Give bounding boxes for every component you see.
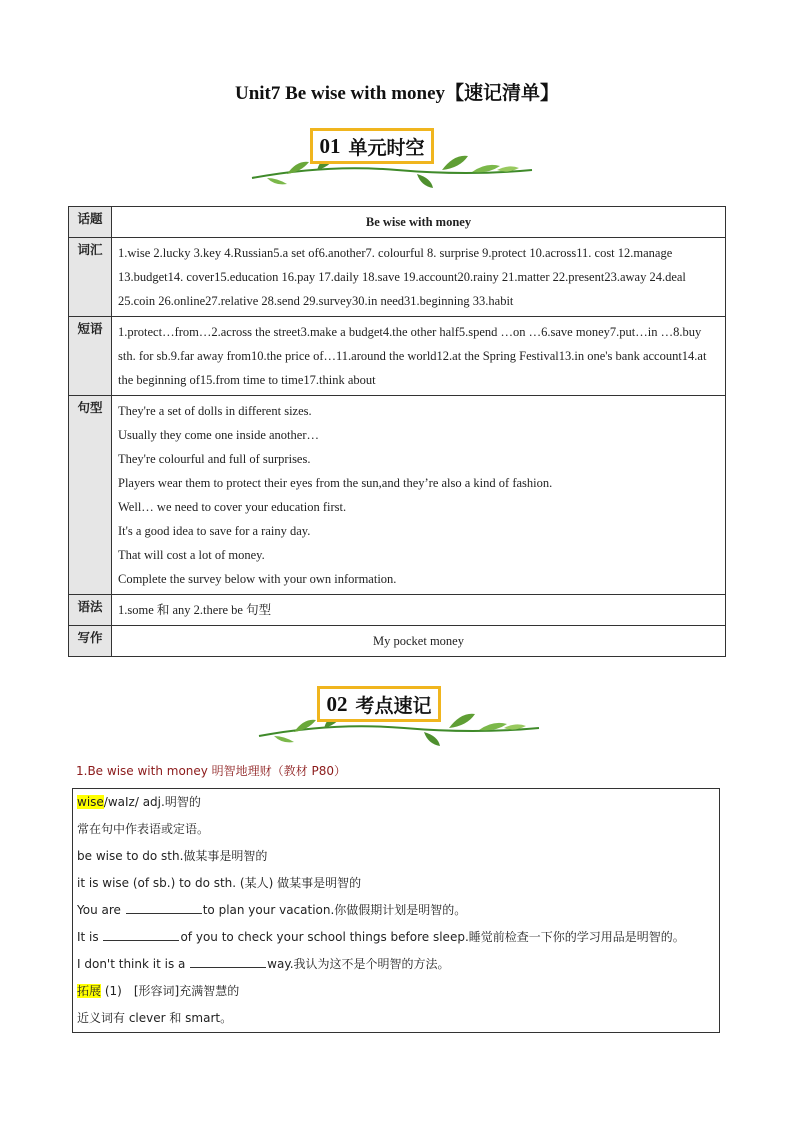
table-row — [69, 626, 726, 657]
fill-blank[interactable] — [126, 901, 202, 914]
sentence-pattern: That will cost a lot of money. — [118, 548, 265, 562]
banner-label — [310, 128, 434, 164]
table-row — [69, 595, 726, 626]
section-banner-1 — [247, 126, 537, 194]
note-line: be wise to do sth.做某事是明智的 — [77, 849, 268, 863]
example-line — [77, 926, 715, 953]
section-banner-2 — [254, 684, 544, 752]
row-label: 语法 — [69, 595, 112, 626]
sentence-pattern: They're a set of dolls in different sizes. — [118, 404, 312, 418]
sentence-pattern: Players wear them to protect their eyes from the sun,and they’re also a kind of fashion. — [118, 476, 553, 490]
row-content — [112, 396, 726, 595]
point-title: 1.Be wise with money 明智地理财（教材 P80） — [76, 764, 347, 778]
row-content: 1.protect…from…2.across the street3.make a budget4.the other half5.spend …on …6.save money7.put…in …8.buy sth. for sb.9.far away from10.the price of…11.around the world12.at the Spring Festival13.in one's bank account14.at the beginning of15.from time to time17.think about — [112, 317, 726, 396]
extension-line — [77, 980, 715, 1007]
table-row — [69, 396, 726, 595]
table-row — [69, 238, 726, 317]
row-label: 句型 — [69, 396, 112, 595]
banner-label — [317, 686, 441, 722]
example-text: I don't think it is a — [77, 957, 190, 971]
banner-number: 01 — [319, 133, 341, 158]
extension-text: (1) [形容词]充满智慧的 — [104, 984, 240, 998]
example-text: You are — [77, 903, 125, 917]
example-text: of you to check your school things before sleep.睡觉前检查一下你的学习用品是明智的。 — [180, 930, 685, 944]
row-label: 写作 — [69, 626, 112, 657]
example-text: It is — [77, 930, 103, 944]
banner-number: 02 — [326, 691, 348, 716]
note-line — [77, 791, 715, 818]
document-title: Unit7 Be wise with money【速记清单】 — [234, 83, 560, 104]
example-line — [77, 899, 715, 926]
sentence-pattern: It's a good idea to save for a rainy day. — [118, 524, 311, 538]
note-box — [72, 788, 720, 1033]
table-row — [69, 317, 726, 396]
sentence-pattern: Usually they come one inside another… — [118, 428, 319, 442]
row-content: Be wise with money — [112, 207, 726, 238]
row-content: 1.wise 2.lucky 3.key 4.Russian5.a set of6.another7. colourful 8. surprise 9.protect 10.across11. cost 12.manage 13.budget14. cover15.education 16.pay 17.daily 18.save 19.account20.rainy 21.matter 22.present23.away 24.deal 25.coin 26.online27.relative 28.send 29.survey30.in need31.beginning 33.habit — [112, 238, 726, 317]
note-line: 常在句中作表语或定语。 — [77, 822, 210, 836]
highlighted-word: wise — [77, 795, 104, 809]
sentence-pattern: They're colourful and full of surprises. — [118, 452, 311, 466]
fill-blank[interactable] — [103, 928, 179, 941]
banner-text: 单元时空 — [348, 136, 425, 159]
extension-label: 拓展 — [77, 984, 102, 998]
example-text: to plan your vacation.你做假期计划是明智的。 — [202, 903, 467, 917]
banner-text: 考点速记 — [355, 694, 432, 717]
note-line: 近义词有 clever 和 smart。 — [77, 1011, 233, 1025]
table-row — [69, 207, 726, 238]
summary-table — [68, 206, 726, 657]
sentence-pattern: Complete the survey below with your own information. — [118, 572, 397, 586]
row-label: 话题 — [69, 207, 112, 238]
row-content: My pocket money — [112, 626, 726, 657]
fill-blank[interactable] — [190, 955, 266, 968]
row-content: 1.some 和 any 2.there be 句型 — [112, 595, 726, 626]
sentence-pattern: Well… we need to cover your education first. — [118, 500, 347, 514]
example-text: way.我认为这不是个明智的方法。 — [267, 957, 450, 971]
row-label: 短语 — [69, 317, 112, 396]
phonetic: /waIz/ adj.明智的 — [103, 795, 201, 809]
example-line — [77, 953, 715, 980]
row-label: 词汇 — [69, 238, 112, 317]
note-line: it is wise (of sb.) to do sth. (某人) 做某事是明智的 — [77, 876, 362, 890]
